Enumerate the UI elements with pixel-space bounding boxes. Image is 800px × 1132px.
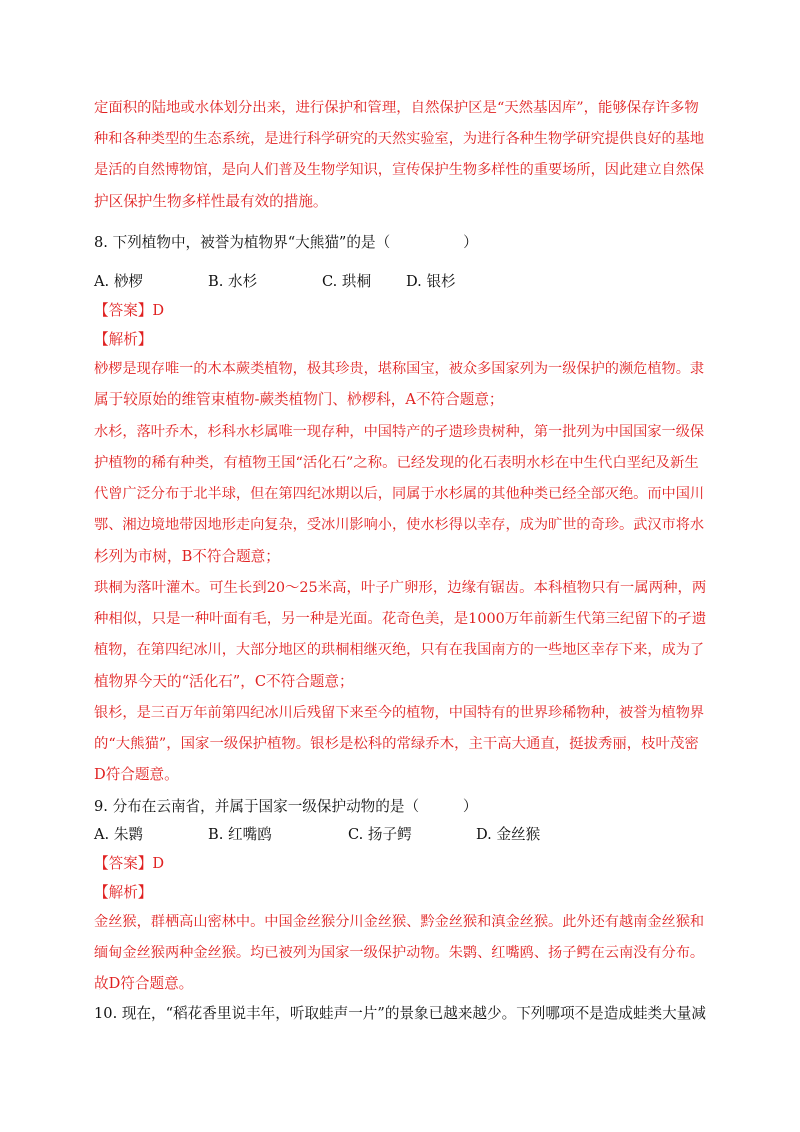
intro-line: 定面积的陆地或水体划分出来，进行保护和管理，自然保护区是“天然基因库”，能够保存许多物 [94,100,699,116]
q9-option-a: A. 朱鹮 [94,826,144,843]
q8-option-b: B. 水杉 [208,273,258,290]
intro-line: 种和各种类型的生态系统，是进行科学研究的天然实验室，为进行各种生物学研究提供良好的基地 [94,131,705,147]
q9-analysis-line: 金丝猴，群栖高山密林中。中国金丝猴分川金丝猴、黔金丝猴和滇金丝猴。此外还有越南金丝猴和 [94,914,705,930]
q8-analysis-line: 水杉，落叶乔木，杉科水杉属唯一现存种，中国特产的孑遗珍贵树种，第一批列为中国国家一级保 [94,424,705,440]
q9-answer: 【答案】D [94,855,165,872]
question-10-text: 10. 现在，“稻花香里说丰年，听取蛙声一片”的景象已越来越少。下列哪项不是造成蛙类大量减 [94,1005,706,1022]
q8-analysis-line: 属于较原始的维管束植物-蕨类植物门、桫椤科，A不符合题意； [94,391,504,408]
q8-analysis-line: 的“大熊猫”，国家一级保护植物。银杉是松科的常绿乔木，主干高大通直，挺拔秀丽，枝叶茂密 [94,736,699,752]
q8-analysis-line: 植物界今天的“活化石”，C不符合题意； [94,673,354,690]
q8-analysis-line: 种相似，只是一种叶面有毛，另一种是光面。花奇色美，是1000万年前新生代第三纪留下的孑遗 [94,611,707,627]
question-9-text: 9. 分布在云南省，并属于国家一级保护动物的是（ ） [94,798,478,815]
question-8-text: 8. 下列植物中，被誉为植物界“大熊猫”的是（ ） [94,234,478,251]
q8-analysis-line: 桫椤是现存唯一的木本蕨类植物，极其珍贵，堪称国宝，被众多国家列为一级保护的濒危植物。隶 [94,361,705,377]
q8-analysis-line: 银杉，是三百万年前第四纪冰川后残留下来至今的植物，中国特有的世界珍稀物种，被誉为植物界 [94,705,705,721]
q8-option-d: D. 银杉 [406,273,456,290]
q9-option-c: C. 扬子鳄 [348,826,412,843]
q8-analysis-line: 植物，在第四纪冰川，大部分地区的珙桐相继灭绝，只有在我国南方的一些地区幸存下来，成为了 [94,642,705,658]
q8-analysis-line: 杉列为市树，B不符合题意； [94,548,280,565]
q9-option-d: D. 金丝猴 [476,826,541,843]
q9-analysis-line: 故D符合题意。 [94,975,194,992]
q8-option-a: A. 桫椤 [94,273,144,290]
q9-option-b: B. 红嘴鸥 [208,826,272,843]
intro-line: 护区保护生物多样性最有效的措施。 [94,193,328,210]
intro-line: 是活的自然博物馆，是向人们普及生物学知识，宣传保护生物多样性的重要场所，因此建立自然保 [94,162,705,178]
q9-analysis-label: 【解析】 [94,884,153,901]
q8-analysis-line: 珙桐为落叶灌木。可生长到20～25米高，叶子广卵形，边缘有锯齿。本科植物只有一属两种，两 [94,580,707,596]
q8-analysis-line: 代曾广泛分布于北半球，但在第四纪冰期以后，同属于水杉属的其他种类已经全部灭绝。而中国川 [94,486,705,502]
q8-analysis-line: 鄂、湘边境地带因地形走向复杂，受冰川影响小，使水杉得以幸存，成为旷世的奇珍。武汉市将水 [94,517,705,533]
q9-analysis-line: 缅甸金丝猴两种金丝猴。均已被列为国家一级保护动物。朱鹮、红嘴鸥、扬子鳄在云南没有分布。 [94,945,705,961]
q8-analysis-line: 护植物的稀有种类，有植物王国“活化石”之称。已经发现的化石表明水杉在中生代白垩纪及新生 [94,455,699,471]
q8-answer: 【答案】D [94,302,165,319]
q8-option-c: C. 珙桐 [322,273,372,290]
q8-analysis-label: 【解析】 [94,331,153,348]
q8-analysis-line: D符合题意。 [94,766,179,783]
